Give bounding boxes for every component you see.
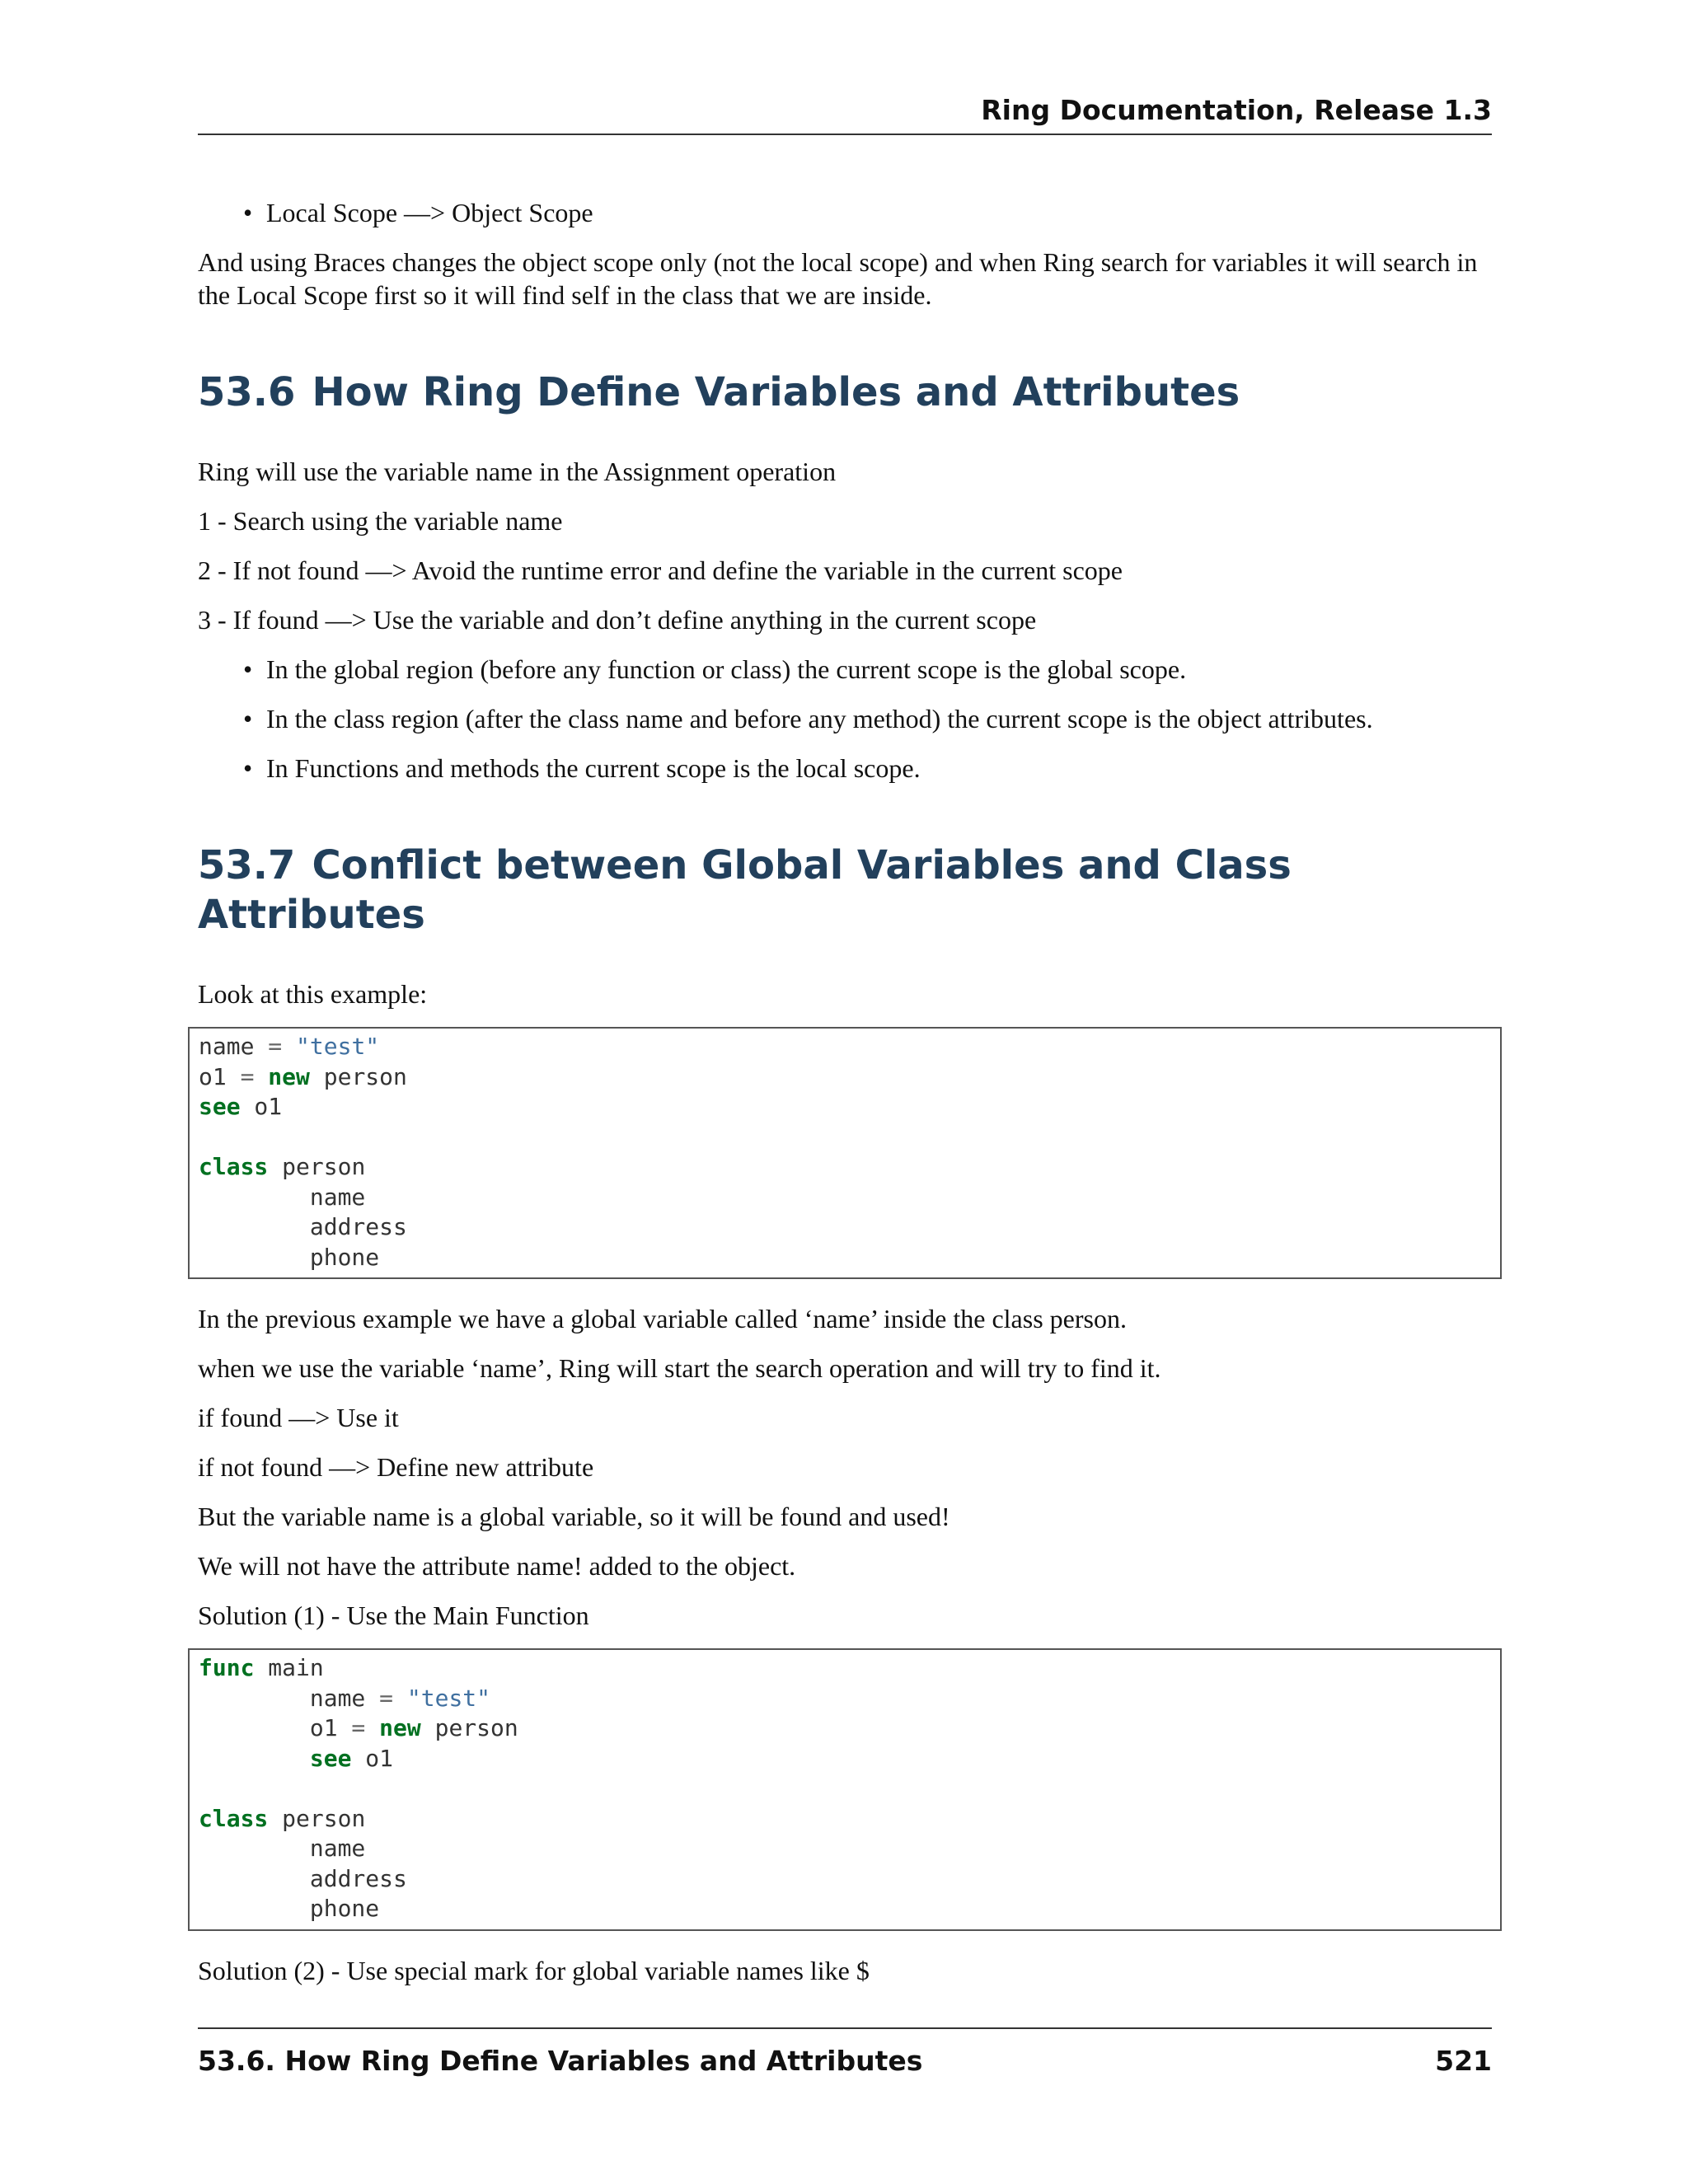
section-number: 53.7: [198, 842, 296, 888]
footer-section-title: 53.6. How Ring Define Variables and Attributes: [198, 2045, 923, 2077]
code-block-solution-1: func main name = "test" o1 = new person see o1 class person name address phone: [188, 1648, 1502, 1931]
paragraph: if not found —> Define new attribute: [198, 1452, 594, 1482]
section-heading-53-6: [198, 368, 1492, 417]
paragraph: Solution (2) - Use special mark for global variable names like $: [198, 1955, 870, 1985]
running-header: Ring Documentation, Release 1.3: [198, 92, 1492, 135]
paragraph: We will not have the attribute name! added to the object.: [198, 1551, 796, 1581]
paragraph: In the previous example we have a global variable called ‘name’ inside the class person.: [198, 1304, 1127, 1333]
page-number: 521: [1435, 2045, 1492, 2077]
list-item: • In the class region (after the class name and before any method) the current scope is the object attributes.: [198, 702, 1492, 735]
paragraph: when we use the variable ‘name’, Ring will start the search operation and will try to find it.: [198, 1353, 1161, 1383]
paragraph: Solution (1) - Use the Main Function: [198, 1601, 589, 1630]
list-item: • In the global region (before any function or class) the current scope is the global scope.: [198, 653, 1492, 686]
paragraph: 1 - Search using the variable name: [198, 506, 563, 536]
paragraph: But the variable name is a global variable, so it will be found and used!: [198, 1502, 950, 1531]
paragraph: 2 - If not found —> Avoid the runtime error and define the variable in the current scope: [198, 555, 1123, 585]
list-item: • Local Scope —> Object Scope: [198, 196, 1492, 229]
document-page: [198, 0, 1492, 2184]
paragraph: Look at this example:: [198, 979, 428, 1009]
intro-bullet-list: [198, 196, 1492, 229]
running-footer: [198, 2027, 1492, 2077]
section-title: How Ring Define Variables and Attributes: [312, 369, 1240, 415]
section-heading-53-7: [198, 841, 1492, 940]
intro-paragraph: And using Braces changes the object scope only (not the local scope) and when Ring search for variables it will search in the Local Scope first so it will find self in the class that we are inside.: [198, 247, 1478, 310]
page-content: [198, 196, 1492, 2004]
code-block-example: name = "test" o1 = new person see o1 class person name address phone: [188, 1027, 1502, 1279]
paragraph: Ring will use the variable name in the Assignment operation: [198, 457, 837, 486]
section-number: 53.6: [198, 369, 296, 415]
list-item: • In Functions and methods the current scope is the local scope.: [198, 752, 1492, 785]
section-title: Conflict between Global Variables and Class Attributes: [198, 842, 1292, 938]
scope-bullet-list: [198, 653, 1492, 785]
paragraph: 3 - If found —> Use the variable and don’t define anything in the current scope: [198, 605, 1037, 635]
paragraph: if found —> Use it: [198, 1403, 399, 1432]
